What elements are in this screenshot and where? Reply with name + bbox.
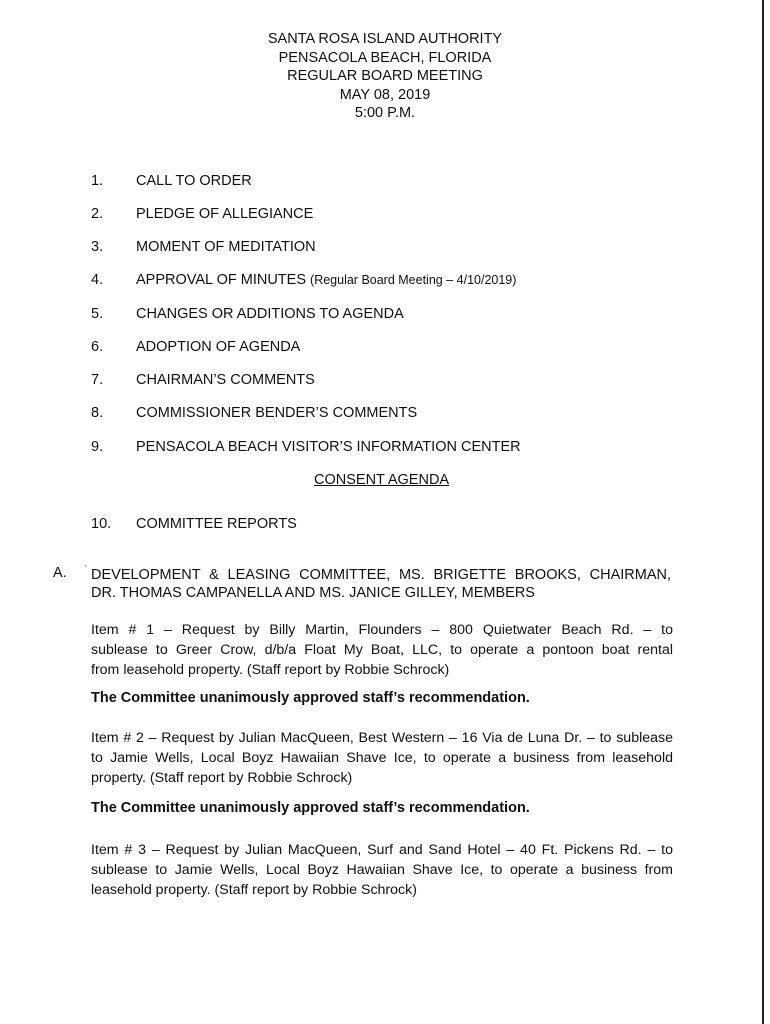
agenda-item-number: 1. [91,173,104,189]
agenda-item-number: 6. [91,339,104,355]
agenda-item-text: ADOPTION OF AGENDA [136,339,301,355]
agenda-item-number: 3. [91,239,104,255]
agenda-item-text: PENSACOLA BEACH VISITOR’S INFORMATION CENTER [136,439,521,455]
header-time: 5:00 P.M. [354,105,416,121]
section-members: DR. THOMAS CAMPANELLA AND MS. JANICE GILLEY, MEMBERS [91,585,535,601]
agenda-item-text: MOMENT OF MEDITATION [136,239,316,255]
request-item-line: sublease to Jamie Wells, Local Boyz Hawaiian Shave Ice, to operate a business from [91,862,673,878]
committee-result: The Committee unanimously approved staff’s recommendation. [91,800,530,816]
header-meeting-type: REGULAR BOARD MEETING [287,68,483,84]
agenda-item-text: PLEDGE OF ALLEGIANCE [136,206,314,222]
header-organization: SANTA ROSA ISLAND AUTHORITY [267,31,503,47]
header-location: PENSACOLA BEACH, FLORIDA [278,49,492,66]
page-edge-line [762,0,764,1024]
request-item-line: from leasehold property. (Staff report by Robbie Schrock) [91,662,450,678]
agenda-item-text: COMMISSIONER BENDER’S COMMENTS [136,405,418,421]
section-letter: A. [53,565,67,581]
agenda-item-number: 7. [91,372,104,388]
request-item-line: Item # 2 – Request by Julian MacQueen, Best Western – 16 Via de Luna Dr. – to sublease [91,730,673,746]
agenda-item-text: COMMITTEE REPORTS [136,516,297,532]
agenda-item-text: CHAIRMAN’S COMMENTS [136,372,315,388]
agenda-item-text: CALL TO ORDER [136,173,252,189]
scan-mark: · [84,560,88,572]
agenda-item-text: APPROVAL OF MINUTES [136,272,306,288]
agenda-item-text-group [136,272,516,288]
committee-result: The Committee unanimously approved staff’s recommendation. [91,690,530,706]
agenda-item-number: 8. [91,405,104,421]
request-item [91,840,673,900]
request-item-line: Item # 1 – Request by Billy Martin, Flounders – 800 Quietwater Beach Rd. – to [91,622,673,638]
agenda-item-number: 4. [91,272,104,288]
document-header [0,30,770,123]
request-item [91,620,673,680]
request-item-line: property. (Staff report by Robbie Schrock) [91,770,353,786]
agenda-item-number: 9. [91,439,104,455]
agenda-item-number: 2. [91,206,104,222]
agenda-item-number: 10. [91,516,112,532]
request-item-line: Item # 3 – Request by Julian MacQueen, Surf and Sand Hotel – 40 Ft. Pickens Rd. – to [91,842,673,858]
consent-agenda-heading: CONSENT AGENDA [314,472,450,488]
agenda-item-number: 5. [91,306,104,322]
agenda-item-text: CHANGES OR ADDITIONS TO AGENDA [136,306,404,322]
request-item-line: sublease to Greer Crow, d/b/a Float My Boat, LLC, to operate a pontoon boat rental [91,642,673,658]
section-title: DEVELOPMENT & LEASING COMMITTEE, MS. BRIGETTE BROOKS, CHAIRMAN, [91,567,671,583]
header-date: MAY 08, 2019 [339,86,431,103]
request-item-line: to Jamie Wells, Local Boyz Hawaiian Shave Ice, to operate a business from leasehold [91,750,673,766]
request-item-line: leasehold property. (Staff report by Robbie Schrock) [91,882,417,898]
request-item [91,728,673,788]
agenda-item-note: (Regular Board Meeting – 4/10/2019) [310,273,517,287]
